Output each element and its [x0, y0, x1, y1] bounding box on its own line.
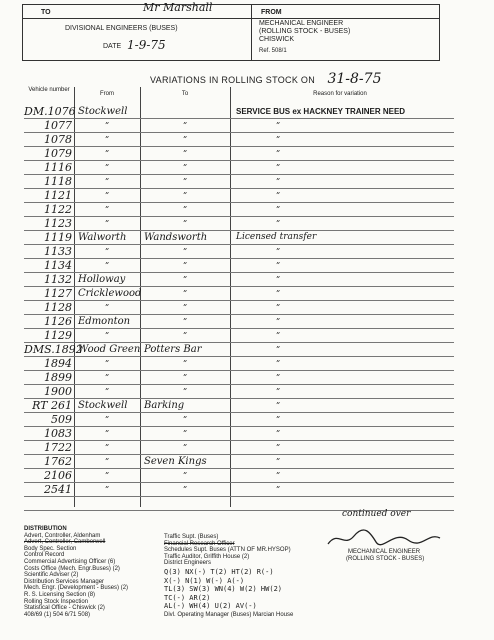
reason: ”: [276, 163, 281, 172]
to-garage: ”: [183, 303, 188, 312]
distribution-entry: AL(-) WH(4) U(2) AV(-): [164, 602, 257, 611]
reason: ”: [276, 317, 281, 326]
vehicle-number: DM.1076: [24, 105, 76, 118]
vehicle-number: 2541: [44, 483, 72, 496]
from-garage: Stockwell: [78, 106, 128, 117]
col-header-to: To: [181, 91, 189, 97]
distribution-entry: Statistical Office - Chiswick (2): [24, 605, 105, 612]
vehicle-number: 1762: [44, 455, 72, 468]
from-garage: ”: [105, 163, 110, 172]
handwritten-addressee: Mr Marshall: [143, 1, 213, 14]
to-garage: ”: [183, 331, 188, 340]
table-row: [24, 440, 454, 455]
distribution-entry: Advert, Controller, Aldenham: [24, 532, 101, 539]
table-row: [24, 132, 454, 147]
distribution-entry: Body Spec. Section: [24, 545, 77, 552]
table-row: [24, 398, 454, 413]
table-row: [24, 314, 454, 329]
distribution-entry: Commercial Advertising Officer (6): [24, 558, 116, 565]
vehicle-number: 1079: [44, 147, 72, 160]
reason: ”: [276, 261, 281, 270]
vehicle-number: 1133: [44, 245, 72, 258]
to-garage: Potters Bar: [144, 344, 202, 355]
from-label: FROM: [261, 9, 282, 16]
from-garage: ”: [105, 121, 110, 130]
table-row: [24, 202, 454, 217]
table-row: [24, 468, 454, 483]
table-row: [24, 174, 454, 189]
distribution-entry: Rolling Stock Inspection: [24, 598, 89, 605]
reason: ”: [276, 429, 281, 438]
signature-subtitle: (ROLLING STOCK - BUSES): [346, 556, 425, 562]
to-garage: ”: [183, 121, 188, 130]
from-garage: ”: [105, 471, 110, 480]
table-row: [24, 482, 454, 497]
to-garage: ”: [183, 429, 188, 438]
vehicle-number: 1134: [44, 259, 72, 272]
table-row: [24, 272, 454, 287]
to-garage: [144, 496, 230, 510]
table-row: [24, 370, 454, 385]
vehicle-number: 1116: [44, 161, 72, 174]
col-header-from: From: [100, 91, 114, 97]
from-garage: Cricklewood: [78, 288, 142, 299]
reason: ”: [276, 485, 281, 494]
table-row: [24, 384, 454, 399]
distribution-list-left: [24, 533, 174, 619]
from-name-3: CHISWICK: [259, 36, 294, 43]
table-row: [24, 230, 454, 245]
distribution-footer: [24, 524, 444, 640]
from-garage: ”: [105, 429, 110, 438]
reason: ”: [276, 401, 281, 410]
reason: Licensed transfer: [236, 232, 317, 242]
vehicle-number: 1128: [44, 301, 72, 314]
from-garage: ”: [105, 359, 110, 368]
from-garage: ”: [105, 373, 110, 382]
vehicle-number: 1083: [44, 427, 72, 440]
vehicle-number: 1129: [44, 329, 72, 342]
title-text: VARIATIONS IN ROLLING STOCK ON: [150, 75, 316, 85]
to-garage: ”: [183, 135, 188, 144]
header-rule: [23, 18, 439, 19]
distribution-entry: Advert, Controller, Camberwell: [24, 539, 106, 546]
table-row: [24, 244, 454, 259]
distribution-entry: Financial Research Officer: [164, 540, 235, 547]
to-garage: ”: [183, 359, 188, 368]
vehicle-number: 1900: [44, 385, 72, 398]
distribution-entry: Control Record: [24, 552, 65, 559]
to-garage: ”: [183, 275, 188, 284]
from-garage: ”: [105, 443, 110, 452]
distribution-entry: TC(-) AR(2): [164, 593, 211, 602]
table-row: [24, 104, 454, 119]
vehicle-number: 1899: [44, 371, 72, 384]
vehicle-number: 1118: [44, 175, 72, 188]
to-garage: ”: [183, 205, 188, 214]
from-garage: ”: [105, 303, 110, 312]
vehicle-number: 1119: [44, 231, 72, 244]
reason: ”: [276, 457, 281, 466]
distribution-entry: Mech. Engr. (Development - Buses) (2): [24, 585, 129, 592]
to-garage: ”: [183, 149, 188, 158]
continued-note: continued over: [342, 509, 411, 519]
reason: ”: [276, 345, 281, 354]
document-title: [150, 70, 381, 88]
vehicle-number: 1894: [44, 357, 72, 370]
to-garage: ”: [183, 471, 188, 480]
table-row: [24, 146, 454, 161]
reason: ”: [276, 177, 281, 186]
table-row: [24, 300, 454, 315]
col-header-vehicle: Vehicle number: [28, 87, 70, 93]
vehicle-number: 1122: [44, 203, 72, 216]
vehicle-number: 1121: [44, 189, 72, 202]
reason: SERVICE BUS ex HACKNEY TRAINER NEED: [236, 107, 406, 116]
signature-title: MECHANICAL ENGINEER: [348, 549, 421, 555]
reason: ”: [276, 121, 281, 130]
to-garage: Wandsworth: [144, 232, 208, 243]
to-garage: Barking: [144, 400, 185, 411]
table-row: [24, 342, 454, 357]
distribution-entry: TL(3) SW(3) WN(4) W(2) HW(2): [164, 585, 283, 594]
from-garage: Edmonton: [78, 316, 131, 327]
table-row: [24, 258, 454, 273]
vehicle-number: 1126: [44, 315, 72, 328]
from-garage: Walworth: [78, 232, 127, 243]
from-garage: ”: [105, 135, 110, 144]
to-garage: ”: [183, 485, 188, 494]
table-row: [24, 412, 454, 427]
to-garage: ”: [183, 443, 188, 452]
reason: ”: [276, 205, 281, 214]
reason: [236, 496, 454, 510]
to-garage: Seven Kings: [144, 456, 207, 467]
reason: ”: [276, 191, 281, 200]
distribution-left: [24, 526, 174, 618]
distribution-entry: Scientific Adviser (2): [24, 572, 79, 579]
to-garage: ”: [183, 317, 188, 326]
to-garage: ”: [183, 247, 188, 256]
to-garage: ”: [183, 387, 188, 396]
reason: ”: [276, 443, 281, 452]
from-garage: Wood Green: [78, 344, 141, 355]
from-name-1: MECHANICAL ENGINEER: [259, 20, 344, 27]
reason: ”: [276, 331, 281, 340]
reason: ”: [276, 247, 281, 256]
distribution-entry: Distribution Services Manager: [24, 578, 105, 585]
table-row: [24, 286, 454, 301]
vehicle-number: 509: [51, 413, 72, 426]
reason: ”: [276, 373, 281, 382]
signature-scribble: [324, 528, 444, 550]
from-garage: ”: [105, 457, 110, 466]
from-garage: ”: [105, 205, 110, 214]
to-garage: ”: [183, 219, 188, 228]
vehicle-number: 2106: [44, 469, 72, 482]
distribution-entry: Traffic Auditor, Griffith House (2): [164, 553, 250, 560]
vehicle-number: 1127: [44, 287, 72, 300]
to-garage: ”: [183, 261, 188, 270]
date-label: DATE: [103, 43, 122, 50]
from-garage: Holloway: [78, 274, 126, 285]
vehicle-number: 1722: [44, 441, 72, 454]
distribution-entry: District Engineers: [164, 560, 212, 567]
reason: ”: [276, 359, 281, 368]
from-garage: ”: [105, 485, 110, 494]
table-row: [24, 356, 454, 371]
to-garage: ”: [183, 163, 188, 172]
table-row: [24, 328, 454, 343]
distribution-entry: Divl. Operating Manager (Buses) Marcian House: [164, 611, 294, 618]
from-garage: [78, 496, 140, 510]
to-garage: ”: [183, 415, 188, 424]
to-label: TO: [41, 9, 51, 16]
vehicle-number: DMS.1892: [24, 343, 83, 356]
vehicle-number: 1077: [44, 119, 72, 132]
distribution-entry: R. S. Licensing Section (8): [24, 591, 96, 598]
from-garage: ”: [105, 247, 110, 256]
distribution-entry: Schedules Supt. Buses (ATTN OF MR.HYSOP): [164, 547, 291, 554]
reason: ”: [276, 219, 281, 228]
from-garage: ”: [105, 387, 110, 396]
to-garage: ”: [183, 289, 188, 298]
signature-block: [314, 534, 444, 562]
vehicle-number: 1132: [44, 273, 72, 286]
variations-table: [24, 87, 454, 507]
from-garage: ”: [105, 331, 110, 340]
from-garage: ”: [105, 149, 110, 158]
from-garage: ”: [105, 261, 110, 270]
reason: ”: [276, 303, 281, 312]
date-value: 1-9-75: [127, 38, 166, 52]
to-garage: [144, 104, 230, 118]
to-garage: ”: [183, 191, 188, 200]
memo-header: [22, 1, 440, 61]
from-garage: Stockwell: [78, 400, 128, 411]
table-row: [24, 160, 454, 175]
from-garage: ”: [105, 219, 110, 228]
reason: ”: [276, 289, 281, 298]
distribution-entry: Costs Office (Mech. Engr.Buses) (2): [24, 565, 120, 572]
distribution-entry: X(-) N(1) W(-) A(-): [164, 576, 245, 585]
col-header-reason: Reason for variation: [313, 91, 367, 97]
reference-number: Ref. 508/1: [259, 48, 287, 54]
distribution-title: DISTRIBUTION: [24, 526, 67, 532]
from-garage: ”: [105, 415, 110, 424]
to-name: DIVISIONAL ENGINEERS (BUSES): [65, 25, 178, 32]
reason: ”: [276, 275, 281, 284]
from-name-2: (ROLLING STOCK - BUSES): [259, 28, 351, 35]
distribution-entry: 408/69 (1) 504 6/71 508): [24, 611, 91, 618]
vehicle-number: 1078: [44, 133, 72, 146]
reason: ”: [276, 471, 281, 480]
reason: ”: [276, 387, 281, 396]
vehicle-number: [24, 496, 72, 510]
from-garage: ”: [105, 177, 110, 186]
reason: ”: [276, 135, 281, 144]
reason: ”: [276, 415, 281, 424]
to-garage: ”: [183, 373, 188, 382]
to-garage: ”: [183, 177, 188, 186]
distribution-entry: Traffic Supt. (Buses): [164, 534, 219, 540]
vehicle-number: RT 261: [32, 399, 72, 412]
from-garage: ”: [105, 191, 110, 200]
reason: ”: [276, 149, 281, 158]
table-row: [24, 454, 454, 469]
table-row: [24, 216, 454, 231]
table-row: [24, 188, 454, 203]
header-divider: [251, 5, 252, 60]
table-row: [24, 118, 454, 133]
table-row: [24, 426, 454, 441]
vehicle-number: 1123: [44, 217, 72, 230]
distribution-entry: Q(3) NX(-) T(2) HT(2) R(-): [164, 567, 274, 576]
title-date: 31-8-75: [327, 71, 382, 87]
